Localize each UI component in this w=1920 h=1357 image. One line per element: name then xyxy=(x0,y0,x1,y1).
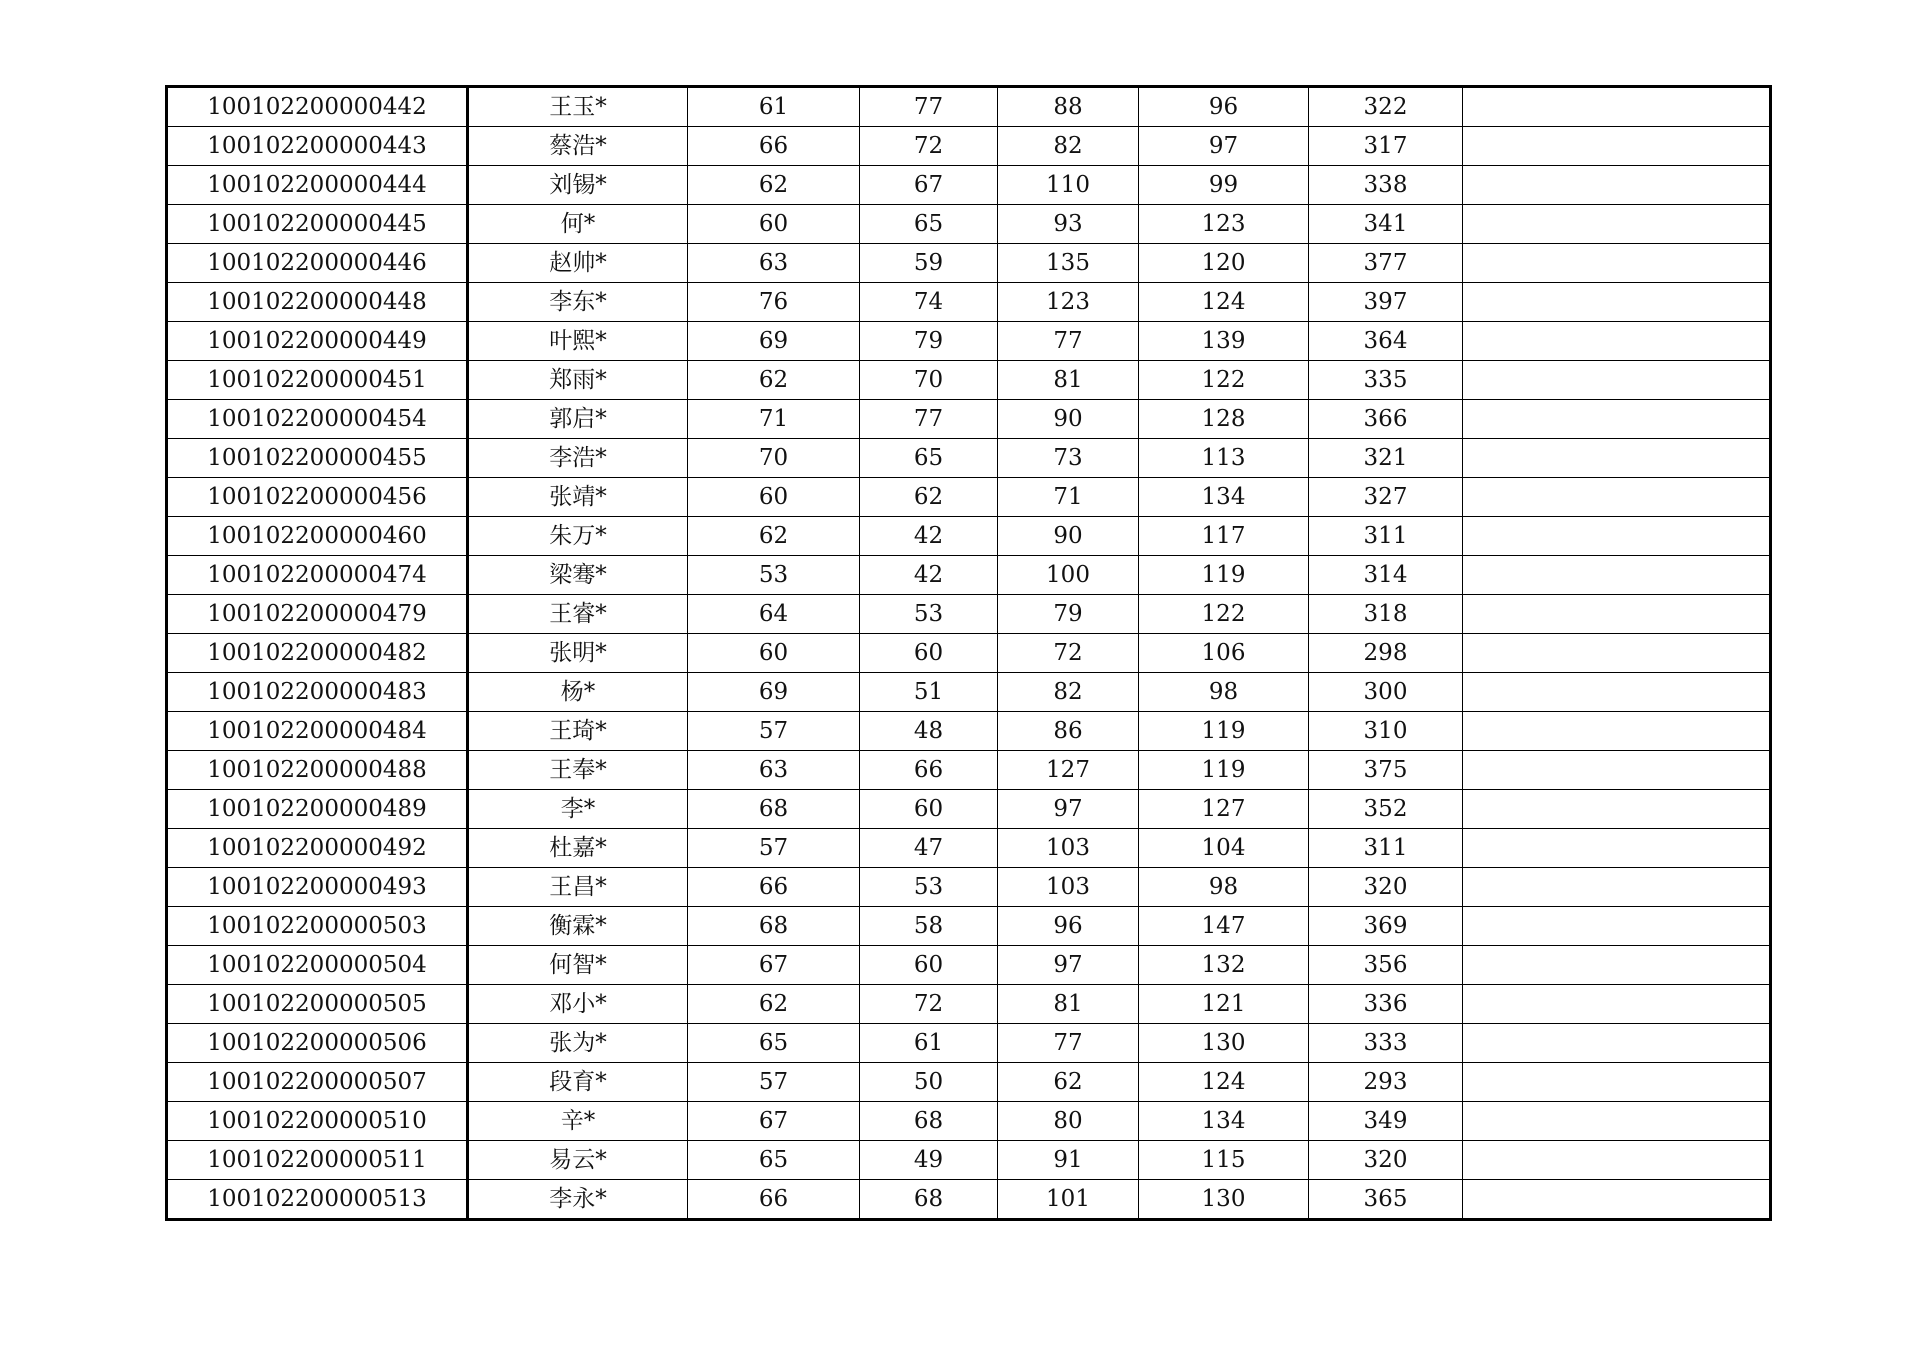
score-1-cell: 76 xyxy=(688,283,860,322)
total-score-cell: 311 xyxy=(1309,829,1463,868)
candidate-id-cell: 100102200000488 xyxy=(167,751,468,790)
name-cell: 王昌* xyxy=(468,868,688,907)
score-table xyxy=(165,85,1772,1221)
remark-cell xyxy=(1463,790,1771,829)
remark-cell xyxy=(1463,127,1771,166)
score-3-cell: 103 xyxy=(998,829,1139,868)
remark-cell xyxy=(1463,595,1771,634)
score-3-cell: 77 xyxy=(998,1024,1139,1063)
candidate-id-cell: 100102200000505 xyxy=(167,985,468,1024)
score-2-cell: 67 xyxy=(860,166,998,205)
table-row xyxy=(167,868,1771,907)
name-cell: 朱万* xyxy=(468,517,688,556)
score-3-cell: 82 xyxy=(998,673,1139,712)
total-score-cell: 349 xyxy=(1309,1102,1463,1141)
remark-cell xyxy=(1463,946,1771,985)
score-1-cell: 61 xyxy=(688,87,860,127)
table-row xyxy=(167,127,1771,166)
score-4-cell: 96 xyxy=(1139,87,1309,127)
score-3-cell: 79 xyxy=(998,595,1139,634)
candidate-id-cell: 100102200000479 xyxy=(167,595,468,634)
remark-cell xyxy=(1463,1024,1771,1063)
name-cell: 梁骞* xyxy=(468,556,688,595)
score-4-cell: 106 xyxy=(1139,634,1309,673)
candidate-id-cell: 100102200000511 xyxy=(167,1141,468,1180)
score-2-cell: 61 xyxy=(860,1024,998,1063)
table-row xyxy=(167,751,1771,790)
score-2-cell: 53 xyxy=(860,868,998,907)
score-3-cell: 88 xyxy=(998,87,1139,127)
score-4-cell: 132 xyxy=(1139,946,1309,985)
score-1-cell: 65 xyxy=(688,1141,860,1180)
candidate-id-cell: 100102200000482 xyxy=(167,634,468,673)
table-row xyxy=(167,87,1771,127)
score-3-cell: 101 xyxy=(998,1180,1139,1220)
total-score-cell: 317 xyxy=(1309,127,1463,166)
table-row xyxy=(167,829,1771,868)
total-score-cell: 377 xyxy=(1309,244,1463,283)
total-score-cell: 293 xyxy=(1309,1063,1463,1102)
score-3-cell: 96 xyxy=(998,907,1139,946)
score-3-cell: 110 xyxy=(998,166,1139,205)
score-1-cell: 66 xyxy=(688,868,860,907)
remark-cell xyxy=(1463,439,1771,478)
name-cell: 杨* xyxy=(468,673,688,712)
total-score-cell: 311 xyxy=(1309,517,1463,556)
score-2-cell: 60 xyxy=(860,790,998,829)
remark-cell xyxy=(1463,1141,1771,1180)
total-score-cell: 314 xyxy=(1309,556,1463,595)
score-3-cell: 90 xyxy=(998,517,1139,556)
total-score-cell: 333 xyxy=(1309,1024,1463,1063)
score-4-cell: 124 xyxy=(1139,283,1309,322)
score-2-cell: 65 xyxy=(860,205,998,244)
score-1-cell: 62 xyxy=(688,361,860,400)
score-2-cell: 60 xyxy=(860,946,998,985)
remark-cell xyxy=(1463,1063,1771,1102)
score-1-cell: 64 xyxy=(688,595,860,634)
name-cell: 张靖* xyxy=(468,478,688,517)
score-2-cell: 51 xyxy=(860,673,998,712)
score-4-cell: 123 xyxy=(1139,205,1309,244)
score-1-cell: 62 xyxy=(688,517,860,556)
remark-cell xyxy=(1463,712,1771,751)
score-3-cell: 81 xyxy=(998,361,1139,400)
table-row xyxy=(167,517,1771,556)
total-score-cell: 375 xyxy=(1309,751,1463,790)
remark-cell xyxy=(1463,361,1771,400)
score-1-cell: 65 xyxy=(688,1024,860,1063)
remark-cell xyxy=(1463,166,1771,205)
score-3-cell: 72 xyxy=(998,634,1139,673)
score-3-cell: 86 xyxy=(998,712,1139,751)
candidate-id-cell: 100102200000484 xyxy=(167,712,468,751)
score-3-cell: 123 xyxy=(998,283,1139,322)
name-cell: 王琦* xyxy=(468,712,688,751)
total-score-cell: 320 xyxy=(1309,1141,1463,1180)
score-2-cell: 66 xyxy=(860,751,998,790)
score-2-cell: 68 xyxy=(860,1180,998,1220)
remark-cell xyxy=(1463,205,1771,244)
score-3-cell: 97 xyxy=(998,946,1139,985)
candidate-id-cell: 100102200000503 xyxy=(167,907,468,946)
score-2-cell: 72 xyxy=(860,127,998,166)
score-4-cell: 127 xyxy=(1139,790,1309,829)
score-2-cell: 49 xyxy=(860,1141,998,1180)
score-4-cell: 115 xyxy=(1139,1141,1309,1180)
table-body xyxy=(167,87,1771,1220)
candidate-id-cell: 100102200000443 xyxy=(167,127,468,166)
table-row xyxy=(167,1102,1771,1141)
score-4-cell: 98 xyxy=(1139,673,1309,712)
score-1-cell: 69 xyxy=(688,673,860,712)
total-score-cell: 336 xyxy=(1309,985,1463,1024)
table-row xyxy=(167,907,1771,946)
candidate-id-cell: 100102200000456 xyxy=(167,478,468,517)
remark-cell xyxy=(1463,517,1771,556)
table-row xyxy=(167,400,1771,439)
remark-cell xyxy=(1463,868,1771,907)
candidate-id-cell: 100102200000442 xyxy=(167,87,468,127)
score-3-cell: 135 xyxy=(998,244,1139,283)
score-2-cell: 59 xyxy=(860,244,998,283)
total-score-cell: 397 xyxy=(1309,283,1463,322)
remark-cell xyxy=(1463,400,1771,439)
total-score-cell: 298 xyxy=(1309,634,1463,673)
score-2-cell: 68 xyxy=(860,1102,998,1141)
score-2-cell: 58 xyxy=(860,907,998,946)
name-cell: 何* xyxy=(468,205,688,244)
score-4-cell: 130 xyxy=(1139,1024,1309,1063)
table-row xyxy=(167,595,1771,634)
remark-cell xyxy=(1463,283,1771,322)
score-2-cell: 72 xyxy=(860,985,998,1024)
score-4-cell: 134 xyxy=(1139,478,1309,517)
total-score-cell: 320 xyxy=(1309,868,1463,907)
score-1-cell: 63 xyxy=(688,751,860,790)
remark-cell xyxy=(1463,907,1771,946)
remark-cell xyxy=(1463,556,1771,595)
candidate-id-cell: 100102200000489 xyxy=(167,790,468,829)
remark-cell xyxy=(1463,985,1771,1024)
score-1-cell: 60 xyxy=(688,205,860,244)
candidate-id-cell: 100102200000504 xyxy=(167,946,468,985)
total-score-cell: 300 xyxy=(1309,673,1463,712)
score-2-cell: 74 xyxy=(860,283,998,322)
table-row xyxy=(167,634,1771,673)
score-3-cell: 81 xyxy=(998,985,1139,1024)
candidate-id-cell: 100102200000492 xyxy=(167,829,468,868)
score-3-cell: 97 xyxy=(998,790,1139,829)
score-4-cell: 139 xyxy=(1139,322,1309,361)
total-score-cell: 335 xyxy=(1309,361,1463,400)
score-4-cell: 98 xyxy=(1139,868,1309,907)
name-cell: 李浩* xyxy=(468,439,688,478)
candidate-id-cell: 100102200000510 xyxy=(167,1102,468,1141)
candidate-id-cell: 100102200000454 xyxy=(167,400,468,439)
table-row xyxy=(167,712,1771,751)
score-1-cell: 71 xyxy=(688,400,860,439)
score-2-cell: 79 xyxy=(860,322,998,361)
score-4-cell: 97 xyxy=(1139,127,1309,166)
score-3-cell: 91 xyxy=(998,1141,1139,1180)
remark-cell xyxy=(1463,1102,1771,1141)
name-cell: 衡霖* xyxy=(468,907,688,946)
score-4-cell: 113 xyxy=(1139,439,1309,478)
score-1-cell: 63 xyxy=(688,244,860,283)
score-2-cell: 60 xyxy=(860,634,998,673)
table-row xyxy=(167,322,1771,361)
name-cell: 刘锡* xyxy=(468,166,688,205)
score-4-cell: 130 xyxy=(1139,1180,1309,1220)
table-row xyxy=(167,673,1771,712)
candidate-id-cell: 100102200000445 xyxy=(167,205,468,244)
score-2-cell: 47 xyxy=(860,829,998,868)
table-row xyxy=(167,439,1771,478)
score-1-cell: 62 xyxy=(688,985,860,1024)
total-score-cell: 352 xyxy=(1309,790,1463,829)
name-cell: 辛* xyxy=(468,1102,688,1141)
score-4-cell: 119 xyxy=(1139,556,1309,595)
name-cell: 李永* xyxy=(468,1180,688,1220)
score-1-cell: 53 xyxy=(688,556,860,595)
name-cell: 李* xyxy=(468,790,688,829)
remark-cell xyxy=(1463,87,1771,127)
table-row xyxy=(167,244,1771,283)
name-cell: 何智* xyxy=(468,946,688,985)
table-row xyxy=(167,283,1771,322)
name-cell: 郭启* xyxy=(468,400,688,439)
candidate-id-cell: 100102200000448 xyxy=(167,283,468,322)
total-score-cell: 310 xyxy=(1309,712,1463,751)
total-score-cell: 366 xyxy=(1309,400,1463,439)
table-row xyxy=(167,1180,1771,1220)
score-2-cell: 77 xyxy=(860,400,998,439)
score-4-cell: 99 xyxy=(1139,166,1309,205)
score-4-cell: 128 xyxy=(1139,400,1309,439)
table-row xyxy=(167,985,1771,1024)
score-1-cell: 68 xyxy=(688,907,860,946)
remark-cell xyxy=(1463,829,1771,868)
candidate-id-cell: 100102200000507 xyxy=(167,1063,468,1102)
total-score-cell: 341 xyxy=(1309,205,1463,244)
candidate-id-cell: 100102200000455 xyxy=(167,439,468,478)
total-score-cell: 322 xyxy=(1309,87,1463,127)
score-3-cell: 93 xyxy=(998,205,1139,244)
score-3-cell: 77 xyxy=(998,322,1139,361)
table-row xyxy=(167,556,1771,595)
table-row xyxy=(167,1141,1771,1180)
score-4-cell: 124 xyxy=(1139,1063,1309,1102)
table-row xyxy=(167,1063,1771,1102)
total-score-cell: 321 xyxy=(1309,439,1463,478)
score-2-cell: 53 xyxy=(860,595,998,634)
candidate-id-cell: 100102200000513 xyxy=(167,1180,468,1220)
name-cell: 杜嘉* xyxy=(468,829,688,868)
score-3-cell: 62 xyxy=(998,1063,1139,1102)
name-cell: 王睿* xyxy=(468,595,688,634)
candidate-id-cell: 100102200000506 xyxy=(167,1024,468,1063)
score-3-cell: 100 xyxy=(998,556,1139,595)
candidate-id-cell: 100102200000451 xyxy=(167,361,468,400)
score-2-cell: 62 xyxy=(860,478,998,517)
remark-cell xyxy=(1463,244,1771,283)
table-row xyxy=(167,1024,1771,1063)
candidate-id-cell: 100102200000446 xyxy=(167,244,468,283)
name-cell: 易云* xyxy=(468,1141,688,1180)
name-cell: 叶熙* xyxy=(468,322,688,361)
total-score-cell: 364 xyxy=(1309,322,1463,361)
score-2-cell: 77 xyxy=(860,87,998,127)
name-cell: 王玉* xyxy=(468,87,688,127)
total-score-cell: 338 xyxy=(1309,166,1463,205)
name-cell: 蔡浩* xyxy=(468,127,688,166)
score-2-cell: 42 xyxy=(860,517,998,556)
score-4-cell: 120 xyxy=(1139,244,1309,283)
score-1-cell: 62 xyxy=(688,166,860,205)
score-1-cell: 66 xyxy=(688,1180,860,1220)
score-4-cell: 104 xyxy=(1139,829,1309,868)
score-1-cell: 57 xyxy=(688,829,860,868)
score-2-cell: 65 xyxy=(860,439,998,478)
name-cell: 段育* xyxy=(468,1063,688,1102)
score-1-cell: 66 xyxy=(688,127,860,166)
total-score-cell: 365 xyxy=(1309,1180,1463,1220)
table-row xyxy=(167,946,1771,985)
score-1-cell: 60 xyxy=(688,634,860,673)
candidate-id-cell: 100102200000474 xyxy=(167,556,468,595)
total-score-cell: 369 xyxy=(1309,907,1463,946)
total-score-cell: 356 xyxy=(1309,946,1463,985)
score-1-cell: 70 xyxy=(688,439,860,478)
score-1-cell: 67 xyxy=(688,1102,860,1141)
candidate-id-cell: 100102200000444 xyxy=(167,166,468,205)
remark-cell xyxy=(1463,673,1771,712)
candidate-id-cell: 100102200000493 xyxy=(167,868,468,907)
remark-cell xyxy=(1463,751,1771,790)
score-4-cell: 119 xyxy=(1139,751,1309,790)
table-row xyxy=(167,205,1771,244)
name-cell: 李东* xyxy=(468,283,688,322)
score-2-cell: 70 xyxy=(860,361,998,400)
table-row xyxy=(167,361,1771,400)
score-4-cell: 122 xyxy=(1139,361,1309,400)
score-1-cell: 69 xyxy=(688,322,860,361)
total-score-cell: 327 xyxy=(1309,478,1463,517)
name-cell: 王奉* xyxy=(468,751,688,790)
score-3-cell: 82 xyxy=(998,127,1139,166)
remark-cell xyxy=(1463,478,1771,517)
score-2-cell: 48 xyxy=(860,712,998,751)
score-3-cell: 73 xyxy=(998,439,1139,478)
score-3-cell: 71 xyxy=(998,478,1139,517)
score-2-cell: 42 xyxy=(860,556,998,595)
score-4-cell: 147 xyxy=(1139,907,1309,946)
remark-cell xyxy=(1463,634,1771,673)
candidate-id-cell: 100102200000483 xyxy=(167,673,468,712)
remark-cell xyxy=(1463,1180,1771,1220)
table-row xyxy=(167,166,1771,205)
score-3-cell: 80 xyxy=(998,1102,1139,1141)
score-3-cell: 127 xyxy=(998,751,1139,790)
score-2-cell: 50 xyxy=(860,1063,998,1102)
name-cell: 赵帅* xyxy=(468,244,688,283)
score-1-cell: 57 xyxy=(688,1063,860,1102)
candidate-id-cell: 100102200000460 xyxy=(167,517,468,556)
score-1-cell: 57 xyxy=(688,712,860,751)
name-cell: 张明* xyxy=(468,634,688,673)
score-3-cell: 103 xyxy=(998,868,1139,907)
table-row xyxy=(167,790,1771,829)
score-1-cell: 60 xyxy=(688,478,860,517)
score-4-cell: 121 xyxy=(1139,985,1309,1024)
score-1-cell: 68 xyxy=(688,790,860,829)
name-cell: 邓小* xyxy=(468,985,688,1024)
candidate-id-cell: 100102200000449 xyxy=(167,322,468,361)
score-3-cell: 90 xyxy=(998,400,1139,439)
name-cell: 郑雨* xyxy=(468,361,688,400)
score-1-cell: 67 xyxy=(688,946,860,985)
name-cell: 张为* xyxy=(468,1024,688,1063)
remark-cell xyxy=(1463,322,1771,361)
score-4-cell: 122 xyxy=(1139,595,1309,634)
score-4-cell: 117 xyxy=(1139,517,1309,556)
total-score-cell: 318 xyxy=(1309,595,1463,634)
score-4-cell: 119 xyxy=(1139,712,1309,751)
score-4-cell: 134 xyxy=(1139,1102,1309,1141)
table-row xyxy=(167,478,1771,517)
